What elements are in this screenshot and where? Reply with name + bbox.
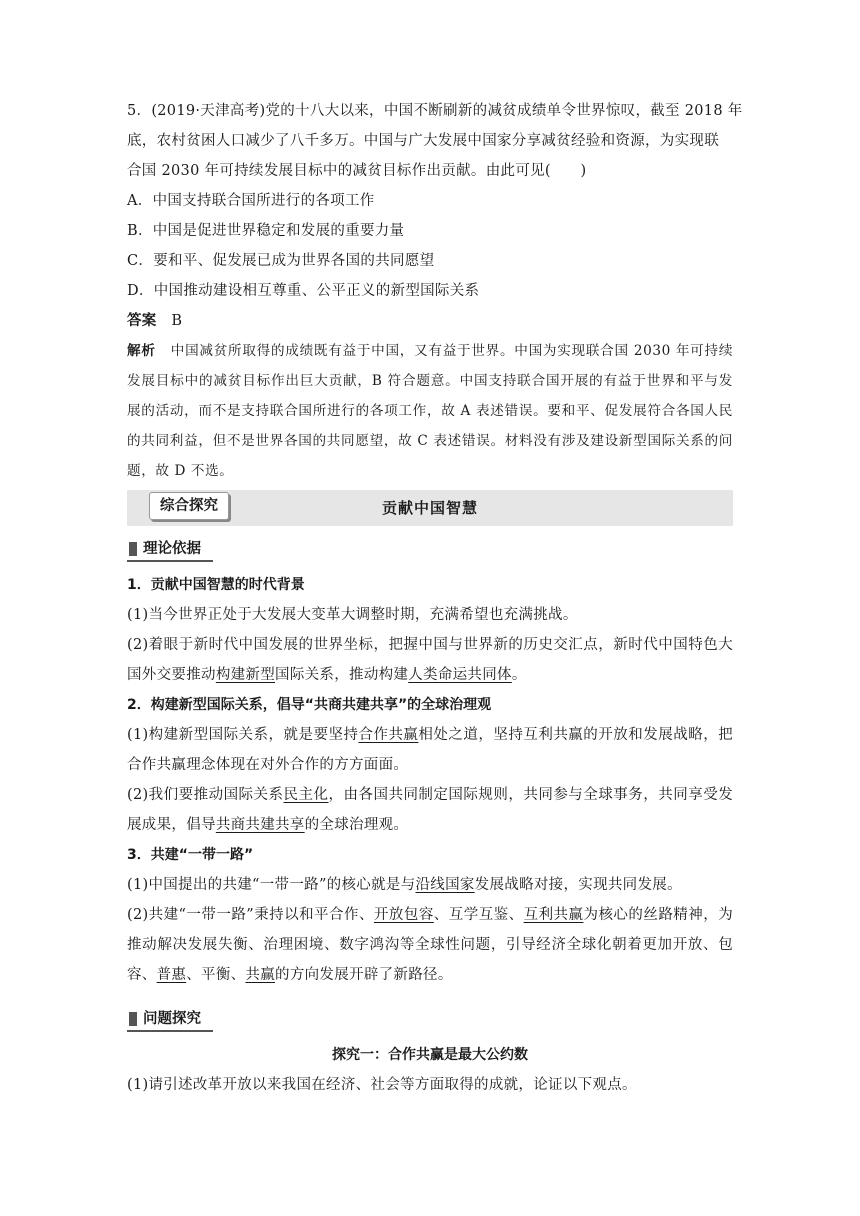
- underlined-keyword: 合作共赢: [358, 727, 419, 743]
- text-run: 。: [511, 667, 527, 683]
- text-run: 的全球治理观。: [304, 817, 409, 833]
- section-marker-icon: [129, 1012, 137, 1026]
- option-c: C．要和平、促发展已成为世界各国的共同愿望: [127, 253, 435, 269]
- option-b: B．中国是促进世界稳定和发展的重要力量: [127, 223, 405, 239]
- answer-label: 答案: [127, 313, 157, 329]
- text-run: (2)着眼于新时代中国发展的世界坐标，把握中国与世界新的历史交汇点，新时代中国特色大国外交要推动: [127, 637, 733, 683]
- question-block: [127, 96, 743, 486]
- theory-heading-1: 1．贡献中国智慧的时代背景: [127, 577, 305, 593]
- underlined-keyword: 普惠: [156, 967, 187, 983]
- underlined-keyword: 沿线国家: [415, 877, 475, 893]
- theory-section-label: [127, 534, 733, 564]
- text-run: 的方向发展开辟了新路径。: [275, 967, 453, 983]
- theory-label: 理论依据: [143, 541, 201, 557]
- answer-line: [127, 306, 733, 336]
- analysis-paragraph: [127, 336, 733, 486]
- theory-paragraph: [127, 900, 733, 990]
- section-banner: [127, 490, 733, 526]
- theory-paragraph: [127, 780, 733, 840]
- underlined-keyword: 共赢: [245, 967, 276, 983]
- underlined-keyword: 互利共赢: [523, 907, 584, 923]
- explore-section-label: [127, 1004, 733, 1034]
- text-run: 发展战略对接，实现共同发展。: [474, 877, 682, 893]
- analysis-text: 中国减贫所取得的成绩既有益于中国，又有益于世界。中国为实现联合国 2030 年可持续发展目标中的减贫目标作出巨大贡献，B 符合题意。中国支持联合国开展的有益于世界和平与发展的活动，而不是支持联合国所进行的各项工作，故 A 表述错误。要和平、促发展符合各国人民的共同利益，但不是世界各国的共同愿望，故 C 表述错误。材料没有涉及建设新型国际关系的问题，故 D 不选。: [127, 343, 734, 479]
- text-run: 为核心的丝路精神，为推动解决发展失衡、治理困境、数字鸿沟等全球性问题，引导经济全球化朝着更加开放、包容、: [127, 907, 733, 983]
- question-line: 合国 2030 年可持续发展目标中的减贫目标作出贡献。由此可见( ): [127, 163, 587, 179]
- underlined-keyword: 开放包容: [373, 907, 434, 923]
- theory-paragraph: [127, 630, 733, 690]
- section-underline: [127, 560, 213, 562]
- banner-title: 贡献中国智慧: [381, 499, 478, 517]
- text-run: (2)我们要推动国际关系: [127, 787, 284, 803]
- analysis-label: 解析: [127, 343, 156, 359]
- theory-paragraph: [127, 870, 733, 900]
- option-a: A．中国支持联合国所进行的各项工作: [127, 193, 375, 209]
- banner-tag: 综合探究: [149, 492, 229, 520]
- answer-value: B: [171, 313, 183, 329]
- text-run: ，由各国共同制定国际规则，共同参与全球事务，共同享受发展成果，倡导: [127, 787, 733, 833]
- underlined-keyword: 民主化: [283, 787, 329, 803]
- text-run: 、互学互鉴、: [433, 907, 524, 923]
- theory-paragraph: [127, 720, 733, 780]
- section-marker-icon: [129, 542, 137, 556]
- theory-paragraph: (1)当今世界正处于大发展大变革大调整时期，充满希望也充满挑战。: [127, 607, 578, 623]
- document-page: [127, 96, 743, 1100]
- text-run: 相处之道，坚持互利共赢的开放和发展战略，把合作共赢理念体现在对外合作的方方面面。: [127, 727, 733, 773]
- text-run: (2)共建“一带一路”秉持以和平合作、: [127, 907, 374, 923]
- underlined-keyword: 构建新型: [215, 667, 276, 683]
- text-run: (1)构建新型国际关系，就是要坚持: [127, 727, 359, 743]
- theory-heading-3: 3．共建“一带一路”: [127, 847, 254, 863]
- explore-paragraph: (1)请引述改革开放以来我国在经济、社会等方面取得的成就，论证以下观点。: [127, 1077, 637, 1093]
- text-run: 、平衡、: [186, 967, 246, 983]
- text-run: (1)中国提出的共建“一带一路”的核心就是与: [127, 877, 416, 893]
- section-underline: [127, 1030, 213, 1032]
- theory-heading-2: 2．构建新型国际关系，倡导“共商共建共享”的全球治理观: [127, 697, 492, 713]
- option-d: D．中国推动建设相互尊重、公平正义的新型国际关系: [127, 283, 480, 299]
- underlined-keyword: 共商共建共享: [215, 817, 305, 833]
- underlined-keyword: 人类命运共同体: [408, 667, 512, 683]
- question-line: 5．(2019·天津高考)党的十八大以来，中国不断刷新的减贫成绩单令世界惊叹，截至 2018 年: [127, 103, 743, 119]
- text-run: 国际关系，推动构建: [275, 667, 409, 683]
- explore-label: 问题探究: [143, 1011, 201, 1027]
- question-line: 底，农村贫困人口减少了八千多万。中国与广大发展中国家分享减贫经验和资源，为实现联: [127, 133, 719, 149]
- explore-title: 探究一：合作共赢是最大公约数: [332, 1047, 528, 1063]
